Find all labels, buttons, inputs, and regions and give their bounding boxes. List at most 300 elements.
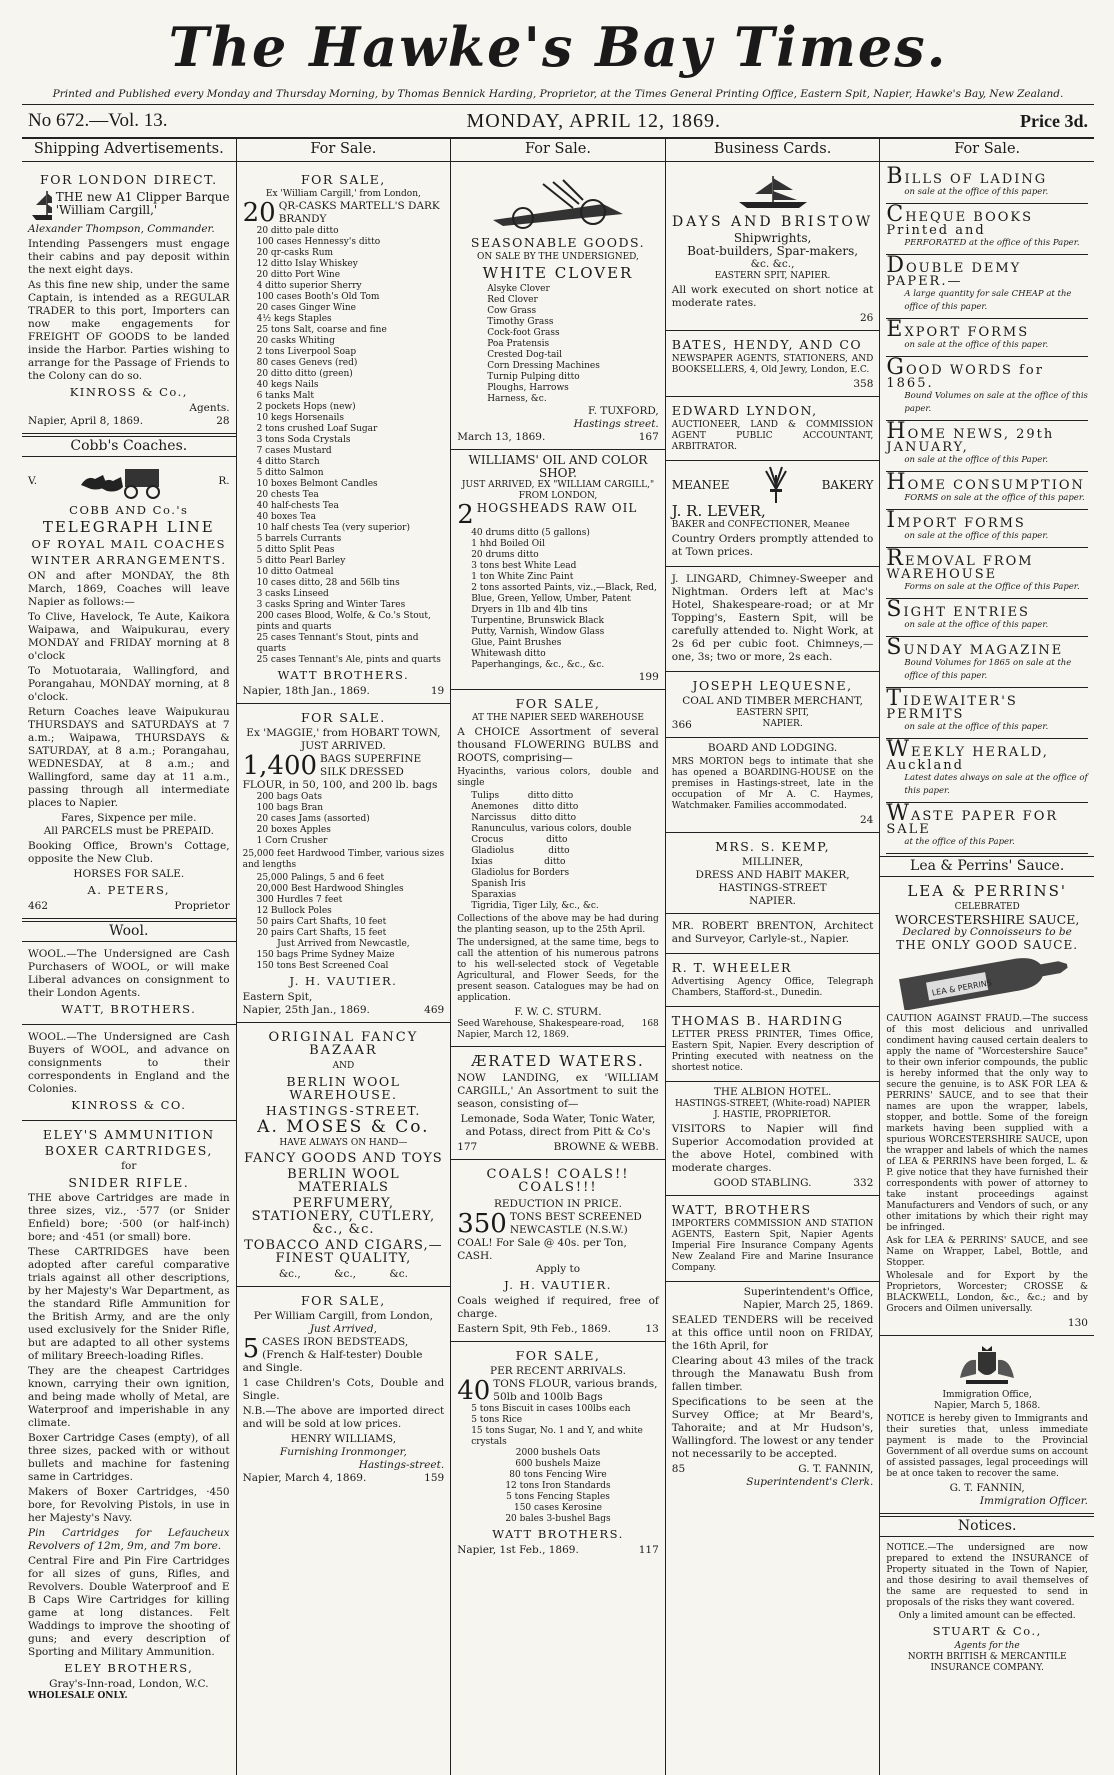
column-heading: For Sale. xyxy=(451,139,665,162)
ad-date: March 13, 1869. xyxy=(457,431,546,443)
form-sale-card xyxy=(886,255,1088,319)
date-row xyxy=(457,1141,659,1154)
signature: A. PETERS, xyxy=(87,883,171,897)
ad-text: NAPIER. xyxy=(762,719,803,729)
ad-text: NEWSPAPER AGENTS, STATIONERS, AND BOOKSELLERS, 4, Old Jewry, London, E.C. xyxy=(671,354,874,375)
list-item: Crested Dog-tail xyxy=(487,350,563,360)
list-item: 15 tons Sugar, No. 1 and Y, and white crystals xyxy=(471,1426,643,1447)
tenders-ad xyxy=(666,1282,880,1494)
card-subtitle: on sale at the office of this paper. xyxy=(904,187,1049,197)
ad-text: Only a limited amount can be effected. xyxy=(898,1611,1076,1621)
list-item: 20 qr-casks Rum xyxy=(256,248,334,258)
goods-list xyxy=(243,950,445,972)
ad-heading: HASTINGS-STREET. xyxy=(265,1103,421,1118)
list-item: Putty, Varnish, Window Glass xyxy=(471,627,605,637)
cobbs-coaches-ad xyxy=(22,457,236,919)
seasonable-goods-ad xyxy=(451,166,665,450)
ad-text: Shipwrights, xyxy=(733,231,812,245)
ad-heading: ÆRATED WATERS. xyxy=(471,1052,645,1070)
goods-list xyxy=(457,791,659,912)
lead-line xyxy=(243,753,445,792)
list-item: 2000 bushels Oats xyxy=(515,1448,601,1458)
column-5 xyxy=(880,139,1094,1775)
ad-heading: MRS. S. KEMP, xyxy=(715,839,831,854)
form-sale-card xyxy=(886,548,1088,599)
list-item: 20 ditto ditto (green) xyxy=(256,369,353,379)
list-item: 600 bushels Maize xyxy=(515,1459,601,1469)
ad-heading: BOARD AND LODGING. xyxy=(707,742,838,754)
signature: G. T. FANNIN, xyxy=(798,1463,874,1475)
ad-text: WOOL.—The Undersigned are Cash Purchasers of WOOL, or will make Liberal advances on consignment to their London Agents. xyxy=(28,948,230,999)
column-heading: For Sale. xyxy=(237,139,451,162)
column-2 xyxy=(237,139,452,1775)
ad-subheading: Just Arrived from Newcastle, xyxy=(277,939,410,949)
column-heading: For Sale. xyxy=(880,139,1094,162)
list-item: 25 cases Tennant's Ale, pints and quarts xyxy=(256,655,441,665)
lead-text: WHITE CLOVER xyxy=(482,264,634,282)
lead-line xyxy=(243,200,445,226)
ad-number: 469 xyxy=(424,1004,445,1016)
date-row xyxy=(28,415,230,428)
ad-text: They are the cheapest Cartridges known, carrying their own ignition, and being made wholly of Metal, are Waterproof and imperishable in any climate. xyxy=(28,1365,230,1429)
list-item: 10 cases ditto, 28 and 56lb tins xyxy=(256,578,400,588)
ad-text: Booking Office, Brown's Cottage, opposite the New Club. xyxy=(28,840,230,865)
date-row xyxy=(243,1004,445,1017)
list-item: 40 drums ditto (5 gallons) xyxy=(471,528,590,538)
commander: Alexander Thompson, Commander. xyxy=(28,223,215,235)
ad-heading: WILLIAMS' OIL AND COLOR SHOP. xyxy=(468,453,648,480)
ad-number: 366 xyxy=(671,719,692,731)
bedsteads-ad xyxy=(237,1287,451,1490)
card-subtitle: on sale at the office of this paper. xyxy=(904,620,1049,630)
ad-text: HAVE ALWAYS ON HAND— xyxy=(279,1138,408,1148)
ad-text: HASTINGS-STREET xyxy=(718,882,827,894)
signature: WATT, BROTHERS. xyxy=(61,1002,197,1016)
brenton-ad xyxy=(666,914,880,954)
signature: KINROSS & CO. xyxy=(71,1098,187,1112)
lead-text: QR-CASKS MARTELL'S DARK BRANDY xyxy=(278,200,440,225)
ad-subheading: Just Arrived, xyxy=(309,1323,377,1335)
list-item: 150 cases Kerosine xyxy=(513,1503,602,1513)
ad-text: Lemonade, Soda Water, Tonic Water, and Potass, direct from Pitt & Co's xyxy=(460,1113,656,1138)
list-item: 20 casks Whiting xyxy=(256,336,335,346)
ad-heading: SEASONABLE GOODS. xyxy=(470,235,646,250)
card-subtitle: PERFORATED at the office of this Paper. xyxy=(904,238,1080,248)
form-sale-card xyxy=(886,166,1088,204)
signature-role: Immigration Officer. xyxy=(979,1495,1088,1507)
list-item: 100 cases Booth's Old Tom xyxy=(256,292,380,302)
coach-row xyxy=(28,461,230,501)
section-heading: Lea & Perrins' Sauce. xyxy=(880,856,1094,877)
list-item: 25 tons Salt, coarse and fine xyxy=(256,325,387,335)
ad-heading: MEANEE xyxy=(671,477,730,492)
list-item: 10 half chests Tea (very superior) xyxy=(256,523,410,533)
lingard-ad xyxy=(666,567,880,672)
ad-date: Seed Warehouse, Shakespeare-road, Napier, March 12, 1869. xyxy=(457,1019,625,1040)
ad-text: Central Fire and Pin Fire Cartridges for all sizes of guns, Rifles, and Revolvers. Double Waterproof and E B Caps Wire Cartridges for killing game at long distances. Felt Waddings to improve the shooting of guns; and every description of Sporting and Military Ammunition. xyxy=(28,1555,230,1658)
list-item: Alsyke Clover xyxy=(487,284,550,294)
list-item: Corn Dressing Machines xyxy=(487,361,600,371)
list-item: 20 chests Tea xyxy=(256,490,319,500)
ad-text: THE new A1 Clipper Barque 'William Cargill,' xyxy=(55,190,230,217)
list-item: 200 cases Blood, Wolfe, & Co.'s Stout, pints and quarts xyxy=(256,611,431,632)
ad-text: IMPORTERS COMMISSION AND STATION AGENTS, Eastern Spit, Napier Agents Imperial Fire Insurance Company Agents New Zealand Fire and Marine Insurance Company. xyxy=(671,1219,874,1273)
columns xyxy=(22,139,1094,1775)
list-item: 1 hhd Boiled Oil xyxy=(471,539,545,549)
ad-heading: FOR SALE, xyxy=(300,1293,386,1308)
date-row xyxy=(457,431,659,444)
card-title: SIGHT ENTRIES xyxy=(886,597,1030,622)
ad-heading: BAKERY xyxy=(821,477,874,492)
ad-text: Hyacinths, various colors, double and single xyxy=(457,767,659,788)
ad-text: N.B.—The above are imported direct and will be sold at low prices. xyxy=(242,1405,445,1430)
lead-number: 20 xyxy=(242,200,276,226)
lead-line xyxy=(457,502,659,528)
card-subtitle: FORMS on sale at the office of this paper. xyxy=(904,493,1085,503)
goods-list xyxy=(243,792,445,847)
ad-text: WOOL.—The Undersigned are Cash Buyers of WOOL, and advance on consignments to their correspondents in England and the Colonies. xyxy=(28,1031,230,1095)
form-sale-card xyxy=(886,637,1088,688)
list-item: Turpentine, Brunswick Black xyxy=(471,616,604,626)
list-item: 40 boxes Tea xyxy=(256,512,316,522)
eley-ad xyxy=(22,1121,236,1707)
signature-role: Hastings street. xyxy=(573,418,659,430)
ad-text: To Clive, Havelock, Te Aute, Kaikora Waipawa, and Waipukurau, every MONDAY and FRIDAY morning at 8 o'clock xyxy=(28,611,230,662)
ad-text: BERLIN WOOL MATERIALS xyxy=(287,1167,400,1195)
date-row xyxy=(672,719,874,732)
form-sale-card xyxy=(886,472,1088,510)
lead-number: 1,400 xyxy=(242,753,318,781)
ad-subheading: Ex 'William Cargill,' from London, xyxy=(265,189,421,199)
ad-text: Boat-builders, Spar-makers, xyxy=(687,244,859,258)
ad-subheading: JUST ARRIVED, EX "WILLIAM CARGILL," FROM LONDON, xyxy=(461,480,655,501)
ship-icon xyxy=(733,174,813,212)
card-subtitle: Bound Volumes for 1865 on sale at the office of this paper. xyxy=(904,658,1072,681)
cargill-sale-ad xyxy=(237,166,451,704)
list-item: 10 boxes Belmont Candles xyxy=(256,479,378,489)
ad-heading: FOR SALE, xyxy=(515,1348,601,1363)
card-subtitle: on sale at the office of this paper. xyxy=(904,531,1049,541)
sauce-bottle-illustration xyxy=(886,955,1088,1011)
card-title: REMOVAL FROM WAREHOUSE xyxy=(886,546,1034,582)
list-item: 20 ditto Port Wine xyxy=(256,270,341,280)
signature: J. H. VAUTIER. xyxy=(504,1278,612,1292)
list-item: Gladiolus for Borders xyxy=(471,868,570,878)
ad-heading: BERLIN WOOL WAREHOUSE. xyxy=(286,1074,401,1102)
ad-text: FANCY GOODS AND TOYS xyxy=(244,1151,443,1166)
wool-ad-2 xyxy=(22,1025,236,1121)
ad-subheading: CELEBRATED xyxy=(954,902,1020,912)
ad-date: Napier, March 4, 1869. xyxy=(242,1472,367,1484)
ad-heading: BOXER CARTRIDGES, xyxy=(44,1143,213,1158)
list-item: 3 tons best White Lead xyxy=(471,561,577,571)
ad-text: Coals weighed if required, free of charge. xyxy=(457,1295,659,1320)
goods-list xyxy=(243,226,445,666)
ad-text: NAPIER. xyxy=(749,895,797,907)
list-item: 25,000 Palings, 5 and 6 feet xyxy=(256,873,385,883)
ad-number: 332 xyxy=(853,1177,874,1189)
ad-text: Makers of Boxer Cartridges, ·450 bore, for Revolving Pistols, in use in her Majesty's Navy. xyxy=(28,1486,230,1524)
ad-text: AUCTIONEER, LAND & COMMISSION AGENT PUBLIC ACCOUNTANT, ARBITRATOR. xyxy=(671,420,874,452)
list-item: 100 cases Hennessy's ditto xyxy=(256,237,381,247)
card-subtitle: at the office of this Paper. xyxy=(904,837,1015,847)
ad-text: NOTICE is hereby given to Immigrants and their sureties that, unless immediate payment is made to the Provincial Government of all overdue sums on account of assisted passages, legal proceedings will be at once taken to recover the same. xyxy=(886,1414,1088,1479)
card-title: WEEKLY HERALD, Auckland xyxy=(886,737,1049,773)
form-sale-card xyxy=(886,803,1088,854)
ad-number: 13 xyxy=(645,1323,659,1335)
ad-number: 167 xyxy=(638,431,659,443)
form-sale-card xyxy=(886,357,1088,421)
signature: J. H. VAUTIER. xyxy=(289,974,398,988)
list-item: 1 ton White Zinc Paint xyxy=(471,572,574,582)
list-item: 5 ditto Pearl Barley xyxy=(256,556,346,566)
lequesne-ad xyxy=(666,672,880,738)
list-item: 3 casks Linseed xyxy=(256,589,329,599)
list-item: 80 tons Fencing Wire xyxy=(509,1470,607,1480)
ad-date: Napier, 18th Jan., 1869. xyxy=(242,685,370,697)
ad-text: DRESS AND HABIT MAKER, xyxy=(695,869,850,881)
ad-text: CAUTION AGAINST FRAUD.—The success of this most delicious and unrivalled condiment having caused certain dealers to apply the name of "Worcestershire Sauce" to their own inferior compounds, the public is hereby informed that the only way to secure the genuine, is to ASK FOR LEA & PERRINS' SAUCE, and to see that their names are upon the wrapper, labels, stopper, and bottle. Some of the foreign markets having been supplied with a spurious WORCESTERSHIRE SAUCE, upon the wrapper and labels of which the names of LEA & PERRINS have been forged, L. & P. give notice that they have furnished their correspondents with power of attorney to take instant proceedings against Manufacturers and Vendors of such, or any other imitations by which their right may be infringed. xyxy=(886,1014,1088,1233)
list-item: Cock-foot Grass xyxy=(487,328,560,338)
signature-role: Superintendent's Clerk. xyxy=(746,1476,874,1488)
signature-role: Agents for the xyxy=(954,1641,1020,1651)
ad-text: Declared by Connoisseurs to be xyxy=(902,926,1072,938)
date-row xyxy=(243,685,445,698)
ad-text: NOTICE.—The undersigned are now prepared to extend the INSURANCE of Property situated in the Town of Napier, and those desiring to avail themselves of the same are requested to send in proposals of the risks they want covered. xyxy=(886,1543,1088,1608)
list-item: 2 pockets Hops (new) xyxy=(256,402,356,412)
ad-text: 1 case Children's Cots, Double and Single. xyxy=(242,1377,445,1402)
list-item: 5 barrels Currants xyxy=(256,534,342,544)
list-item: 3 casks Spring and Winter Tares xyxy=(256,600,406,610)
ad-number: 26 xyxy=(860,312,874,324)
ad-text: The undersigned, at the same time, begs to call the attention of his numerous patrons to his well-selected stock of Vegetable Agricultural, and Flower Seeds, for the present season. Catalogues may be had on application. xyxy=(457,938,659,1003)
card-subtitle: Bound Volumes on sale at the office of this paper. xyxy=(904,391,1088,414)
lead-line xyxy=(457,1211,659,1263)
ad-date: Napier, 25th Jan., 1869. xyxy=(242,1004,370,1016)
list-item: 20 pairs Cart Shafts, 15 feet xyxy=(256,928,387,938)
ad-heading: DAYS AND BRISTOW xyxy=(671,214,874,230)
list-item: 2 tons Liverpool Soap xyxy=(256,347,357,357)
ad-text: EASTERN SPIT, xyxy=(736,708,809,718)
ad-heading: COBB AND Co.'s xyxy=(69,503,189,517)
lead-line xyxy=(457,1378,659,1404)
ad-text: GOOD STABLING. xyxy=(713,1177,812,1189)
list-item: 100 bags Bran xyxy=(256,803,324,813)
card-title: TIDEWAITER'S PERMITS xyxy=(886,686,1018,722)
ad-text: Return Coaches leave Waipukurau THURSDAYS and SATURDAYS at 7 a.m.; Waipawa, THURSDAYS & SATURDAY, at 8 a.m.; Porangahau, WEDNESDAY, at 8 a.m.; and Wallingford, same day at 11 a.m., passing through all intermediate places to Napier. xyxy=(28,706,230,809)
section-heading: Cobb's Coaches. xyxy=(22,436,236,457)
signature: STUART & Co., xyxy=(932,1624,1042,1638)
card-subtitle: A large quantity for sale CHEAP at the office of this paper. xyxy=(904,289,1072,312)
date-row xyxy=(243,1472,445,1485)
column-heading: Shipping Advertisements. xyxy=(22,139,236,162)
bakery-row xyxy=(672,465,874,505)
form-sale-card xyxy=(886,204,1088,255)
column-1 xyxy=(22,139,237,1775)
aerated-waters-ad xyxy=(451,1047,665,1160)
ad-heading: COAL AND TIMBER MERCHANT, xyxy=(682,695,863,707)
list-item: Red Clover xyxy=(487,295,538,305)
list-item: Tigridia, Tiger Lily, &c., &c. xyxy=(471,901,599,911)
card-subtitle: on sale at the office of this paper. xyxy=(904,722,1049,732)
ad-subheading: Per William Cargill, from London, xyxy=(253,1310,434,1322)
dateline xyxy=(22,105,1094,139)
coach-icon xyxy=(73,461,183,501)
lead-number: 350 xyxy=(457,1211,507,1239)
signature: HENRY WILLIAMS, xyxy=(290,1433,397,1445)
list-item: 150 tons Best Screened Coal xyxy=(256,961,389,971)
ad-heading: J. R. LEVER, xyxy=(671,502,766,520)
ad-text: MRS MORTON begs to intimate that she has opened a BOARDING-HOUSE on the premises in Hastings-street, late in the occupation of Mr A. C. Haymes, Watchmaker. Families accommodated. xyxy=(671,757,874,811)
ad-subheading: Ex 'MAGGIE,' from HOBART TOWN, xyxy=(246,727,441,739)
ad-text: EASTERN SPIT, NAPIER. xyxy=(714,271,831,281)
ad-text: Pin Cartridges for Lefaucheux Revolvers of 12m, 9m, and 7m bore. xyxy=(28,1527,230,1552)
ad-text: Wholesale and for Export by the Proprietors, Worcester; CROSSE & BLACKWELL, London, &c., &c.; and by Grocers and Oilmen universally. xyxy=(886,1271,1088,1314)
ad-heading: WATT, BROTHERS xyxy=(671,1202,812,1217)
ad-heading: R. T. WHEELER xyxy=(671,960,792,975)
signature-role: Agents. xyxy=(189,402,230,414)
ad-text: J. LINGARD, Chimney-Sweeper and Nightman. Orders left at Mac's Hotel, Shakespeare-road; or at Mr Topping's, Eastern Spit, will be carefully attended to. Night Work, at 2s 6d per cubic foot. Chimneys,—one, 3s; two or more, 2s each. xyxy=(671,573,874,663)
list-item: 300 Hurdles 7 feet xyxy=(256,895,343,905)
lead-text: HOGSHEADS RAW OIL xyxy=(476,502,638,515)
list-item: Anemones ditto ditto xyxy=(471,802,579,812)
signature: G. T. FANNIN, xyxy=(949,1482,1025,1494)
list-item: 5 tons Rice xyxy=(471,1415,523,1425)
ad-number: 130 xyxy=(1067,1317,1088,1329)
signature-role: Proprietor xyxy=(174,900,230,912)
plough-illustration xyxy=(457,173,659,233)
card-subtitle: on sale at the office of this paper. xyxy=(904,340,1049,350)
meanee-bakery-ad xyxy=(666,461,880,567)
ad-heading: FOR LONDON DIRECT. xyxy=(40,172,218,187)
ad-heading: COALS! COALS!! COALS!!! xyxy=(486,1167,630,1195)
harding-ad xyxy=(666,1007,880,1082)
coat-of-arms-icon xyxy=(952,1344,1022,1386)
ad-number: 19 xyxy=(430,685,445,697)
ad-text: Country Orders promptly attended to at Town prices. xyxy=(671,533,874,558)
ad-heading: FOR SALE. xyxy=(300,710,386,725)
signature-role: NORTH BRITISH & MERCANTILE INSURANCE COMPANY. xyxy=(907,1652,1067,1673)
list-item: Ploughs, Harrows xyxy=(487,383,569,393)
list-item: 20 cases Ginger Wine xyxy=(256,303,356,313)
ad-heading: THOMAS B. HARDING xyxy=(671,1013,844,1028)
issue-number: No 672.—Vol. 13. xyxy=(28,110,168,131)
card-title: IMPORT FORMS xyxy=(886,508,1026,533)
ad-date: Napier, April 8, 1869. xyxy=(28,415,144,427)
list-item: 4 ditto superior Sherry xyxy=(256,281,362,291)
card-title: WASTE PAPER FOR SALE xyxy=(886,801,1059,837)
lead-number: 5 xyxy=(242,1336,260,1364)
card-title: EXPORT FORMS xyxy=(886,317,1030,342)
ad-text: &c., &c., &c. xyxy=(278,1268,408,1280)
list-item: 5 tons Biscuit in cases 100lbs each xyxy=(471,1404,631,1414)
list-item: 5 ditto Split Peas xyxy=(256,545,335,555)
ad-date: Napier, 1st Feb., 1869. xyxy=(457,1544,579,1556)
list-item: 40 half-chests Tea xyxy=(256,501,339,511)
lea-perrins-ad xyxy=(880,877,1094,1336)
ad-heading: ELEY'S AMMUNITION xyxy=(42,1127,215,1142)
card-title: HOME NEWS, 29th JANUARY, xyxy=(886,419,1055,455)
fancy-bazaar-ad xyxy=(237,1023,451,1287)
card-subtitle: Forms on sale at the Office of this Paper. xyxy=(904,582,1080,592)
ad-text: &c. &c., xyxy=(750,258,795,270)
ad-heading: FOR SALE, xyxy=(515,696,601,711)
list-item: Ranunculus, various colors, double xyxy=(471,824,632,834)
ad-subheading: WINTER ARRANGEMENTS. xyxy=(31,553,227,567)
date-row xyxy=(672,1463,874,1476)
signature-role: Hastings-street. xyxy=(358,1459,445,1471)
ad-heading: THE ALBION HOTEL. xyxy=(713,1086,832,1098)
seed-warehouse-ad xyxy=(451,690,665,1047)
list-item: 20 cases Jams (assorted) xyxy=(256,814,370,824)
ad-number: 85 xyxy=(671,1463,686,1475)
date-row xyxy=(672,1177,874,1190)
price: Price 3d. xyxy=(1020,110,1088,131)
list-item: 10 ditto Oatmeal xyxy=(256,567,334,577)
list-item: 10 kegs Horsenails xyxy=(256,413,344,423)
recent-arrivals-ad xyxy=(451,1342,665,1562)
list-item: 25 cases Tennant's Stout, pints and quarts xyxy=(256,633,419,654)
ad-heading: FOR SALE, xyxy=(300,172,386,187)
list-item: 1 Corn Crusher xyxy=(256,836,328,846)
ad-text: Intending Passengers must engage their cabins and pay deposit within the next eight days. xyxy=(28,238,230,276)
plough-icon xyxy=(483,174,633,232)
list-item: Tulips ditto ditto xyxy=(471,791,574,801)
list-item: Spanish Iris xyxy=(471,879,526,889)
list-item: 5 tons Fencing Staples xyxy=(506,1492,610,1502)
ad-text: ON and after MONDAY, the 8th March, 1869, Coaches will leave Napier as follows:— xyxy=(28,570,230,608)
ad-text: PERFUMERY, STATIONERY, CUTLERY, &c., &c. xyxy=(251,1196,436,1237)
form-sale-card xyxy=(886,739,1088,803)
masthead: The Hawke's Bay Times. xyxy=(168,15,948,79)
list-item: Glue, Paint Brushes xyxy=(471,638,562,648)
list-item: 20 ditto pale ditto xyxy=(256,226,339,236)
date-row xyxy=(457,1544,659,1557)
list-item: 3 tons Soda Crystals xyxy=(256,435,351,445)
section-heading: Notices. xyxy=(880,1516,1094,1537)
ad-place: Eastern Spit, xyxy=(242,991,313,1003)
goods-list xyxy=(457,1448,659,1525)
sauce-bottle-icon xyxy=(897,956,1077,1010)
ad-date: Eastern Spit, 9th Feb., 1869. xyxy=(457,1323,611,1335)
list-item: 20 boxes Apples xyxy=(256,825,331,835)
ad-heading: A. MOSES & Co. xyxy=(257,1117,430,1137)
list-item: 200 bags Oats xyxy=(256,792,322,802)
signature: F. TUXFORD, xyxy=(587,405,659,417)
list-item: Poa Pratensis xyxy=(487,339,550,349)
date-row xyxy=(28,900,230,913)
watt-brothers-card xyxy=(666,1196,880,1282)
signature: KINROSS & Co., xyxy=(69,385,188,399)
signature-role: Furnishing Ironmonger, xyxy=(279,1446,407,1458)
goods-list xyxy=(457,1404,659,1448)
wheat-sheaf-icon xyxy=(756,465,796,505)
card-title: GOOD WORDS for 1865. xyxy=(886,355,1044,391)
card-title: CHEQUE BOOKS Printed and xyxy=(886,202,1034,238)
ad-text: All work executed on short notice at moderate rates. xyxy=(671,284,874,309)
list-item: 20 bales 3-bushel Bags xyxy=(505,1514,611,1524)
list-item: 40 kegs Nails xyxy=(256,380,319,390)
ad-text: These CARTRIDGES have been adopted after careful comparative trials against all other descriptions, by her Majesty's War Department, as the standard Rifle Ammunition for the British Army, and are the only used exclusively for the Snider Rifle, but are adapted to all other systems of military Breech-loading Rifles. xyxy=(28,1246,230,1362)
board-lodging-ad xyxy=(666,738,880,833)
lead-text: CASES IRON BEDSTEADS, (French & Half-tester) Double and Single. xyxy=(242,1336,423,1374)
ad-text: BAKER and CONFECTIONER, Meanee xyxy=(671,520,850,530)
ad-subheading: HASTINGS-STREET, (White-road) NAPIER xyxy=(675,1099,871,1109)
list-item: Crocus ditto xyxy=(471,835,568,845)
signature: J. HASTIE, PROPRIETOR. xyxy=(713,1110,832,1120)
ad-text: MR. ROBERT BRENTON, Architect and Surveyor, Carlyle-st., Napier. xyxy=(671,920,874,945)
section-heading: Wool. xyxy=(22,921,236,942)
